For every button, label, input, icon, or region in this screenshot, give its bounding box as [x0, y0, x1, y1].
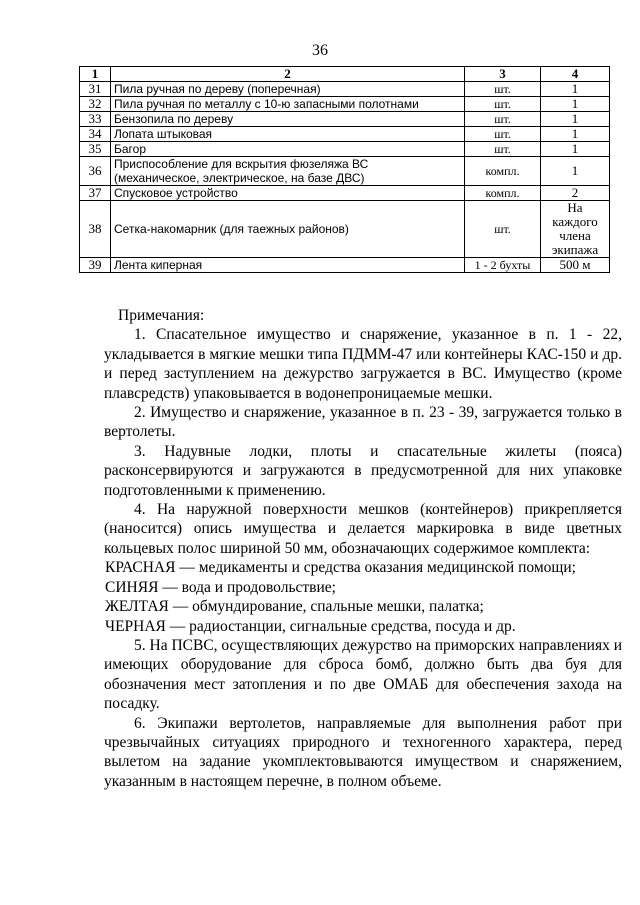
column-header: 3: [465, 67, 541, 82]
item-name: Пила ручная по дереву (поперечная): [111, 82, 465, 97]
item-number: 32: [80, 97, 111, 112]
item-name: Лопата штыковая: [111, 127, 465, 142]
item-number: 38: [80, 201, 111, 258]
item-quantity-line: каждого: [552, 214, 598, 229]
item-number: 36: [80, 157, 111, 186]
note-paragraph: 5. На ПСВС, осуществляющих дежурство на приморских направлениях и имеющих оборудование для сброса бомб, должно быть два буя для обозначения мест затопления и по две ОМАБ для обеспечения захода на посадку.: [104, 636, 622, 713]
equipment-table: [79, 66, 610, 273]
item-quantity: 1: [541, 97, 610, 112]
item-quantity: 2: [541, 186, 610, 201]
table-row: [80, 201, 610, 258]
table-row: [80, 157, 610, 186]
color-code-line: ЖЕЛТАЯ — обмундирование, спальные мешки, палатка;: [105, 598, 484, 616]
color-code-line: КРАСНАЯ — медикаменты и средства оказания медицинской помощи;: [105, 559, 576, 577]
item-name: Бензопила по дереву: [111, 112, 465, 127]
notes-section: [104, 306, 622, 791]
item-quantity: 1: [541, 157, 610, 186]
table-header-row: [80, 67, 610, 82]
color-code-line: ЧЕРНАЯ — радиостанции, сигнальные средства, посуда и др.: [105, 617, 516, 635]
item-name: Сетка-накомарник (для таежных районов): [111, 201, 465, 258]
item-quantity-line: На: [567, 200, 583, 215]
item-quantity: [541, 201, 610, 258]
item-number: 33: [80, 112, 111, 127]
color-code-line: СИНЯЯ — вода и продовольствие;: [105, 578, 336, 596]
column-header: 1: [80, 67, 111, 82]
note-paragraph: 4. На наружной поверхности мешков (контейнеров) прикрепляется (наносится) опись имущества и делается маркировка в виде цветных кольцевых полос шириной 50 мм, обозначающих содержимое комплекта:: [104, 501, 622, 557]
table-row: [80, 142, 610, 157]
item-unit: шт.: [465, 112, 541, 127]
table-row: [80, 127, 610, 142]
item-quantity-line: экипажа: [551, 242, 599, 257]
item-unit: компл.: [465, 186, 541, 201]
column-header: 2: [111, 67, 465, 82]
item-quantity: 500 м: [541, 258, 610, 273]
item-quantity-line: члена: [559, 228, 591, 243]
column-header: 4: [541, 67, 610, 82]
item-quantity: 1: [541, 82, 610, 97]
notes-title: Примечания:: [118, 307, 205, 324]
item-name-line: Приспособление для вскрытия фюзеляжа ВС: [114, 157, 369, 171]
item-number: 35: [80, 142, 111, 157]
item-name: Лента киперная: [111, 258, 465, 273]
table-row: [80, 97, 610, 112]
item-name: Пила ручная по металлу с 10-ю запасными полотнами: [111, 97, 465, 112]
table-row: [80, 112, 610, 127]
table-row: [80, 82, 610, 97]
table-row: [80, 186, 610, 201]
item-name: Багор: [111, 142, 465, 157]
item-unit: шт.: [465, 142, 541, 157]
item-name: [111, 157, 465, 186]
item-quantity: 1: [541, 142, 610, 157]
item-number: 39: [80, 258, 111, 273]
note-paragraph: 1. Спасательное имущество и снаряжение, указанное в п. 1 - 22, укладывается в мягкие мешки типа ПДММ-47 или контейнеры КАС-150 и др. и перед заступлением на дежурство загружается в ВС. Имущество (кроме плавсредств) упаковывается в водонепроницаемые мешки.: [104, 326, 622, 402]
item-number: 31: [80, 82, 111, 97]
item-unit: компл.: [465, 157, 541, 186]
item-name-line: (механическое, электрическое, на базе ДВС): [114, 171, 365, 185]
item-name: Спусковое устройство: [111, 186, 465, 201]
item-number: 34: [80, 127, 111, 142]
item-number: 37: [80, 186, 111, 201]
item-unit: шт.: [465, 127, 541, 142]
item-quantity: 1: [541, 127, 610, 142]
page-number: 36: [312, 42, 328, 59]
item-quantity: 1: [541, 112, 610, 127]
item-unit: шт.: [465, 97, 541, 112]
table-row: [80, 258, 610, 273]
item-unit: шт.: [465, 201, 541, 258]
note-paragraph: 2. Имущество и снаряжение, указанное в п. 23 - 39, загружается только в вертолеты.: [104, 404, 622, 441]
note-paragraph: 6. Экипажи вертолетов, направляемые для выполнения работ при чрезвычайных ситуациях природного и техногенного характера, перед вылетом на задание укомплектовываются имуществом и снаряжением, указанным в настоящем перечне, в полном объеме.: [104, 714, 622, 790]
item-unit: шт.: [465, 82, 541, 97]
note-paragraph: 3. Надувные лодки, плоты и спасательные жилеты (пояса) расконсервируются и загружаются в предусмотренной для них упаковке подготовленными к применению.: [104, 442, 622, 499]
item-unit: 1 - 2 бухты: [465, 258, 541, 273]
